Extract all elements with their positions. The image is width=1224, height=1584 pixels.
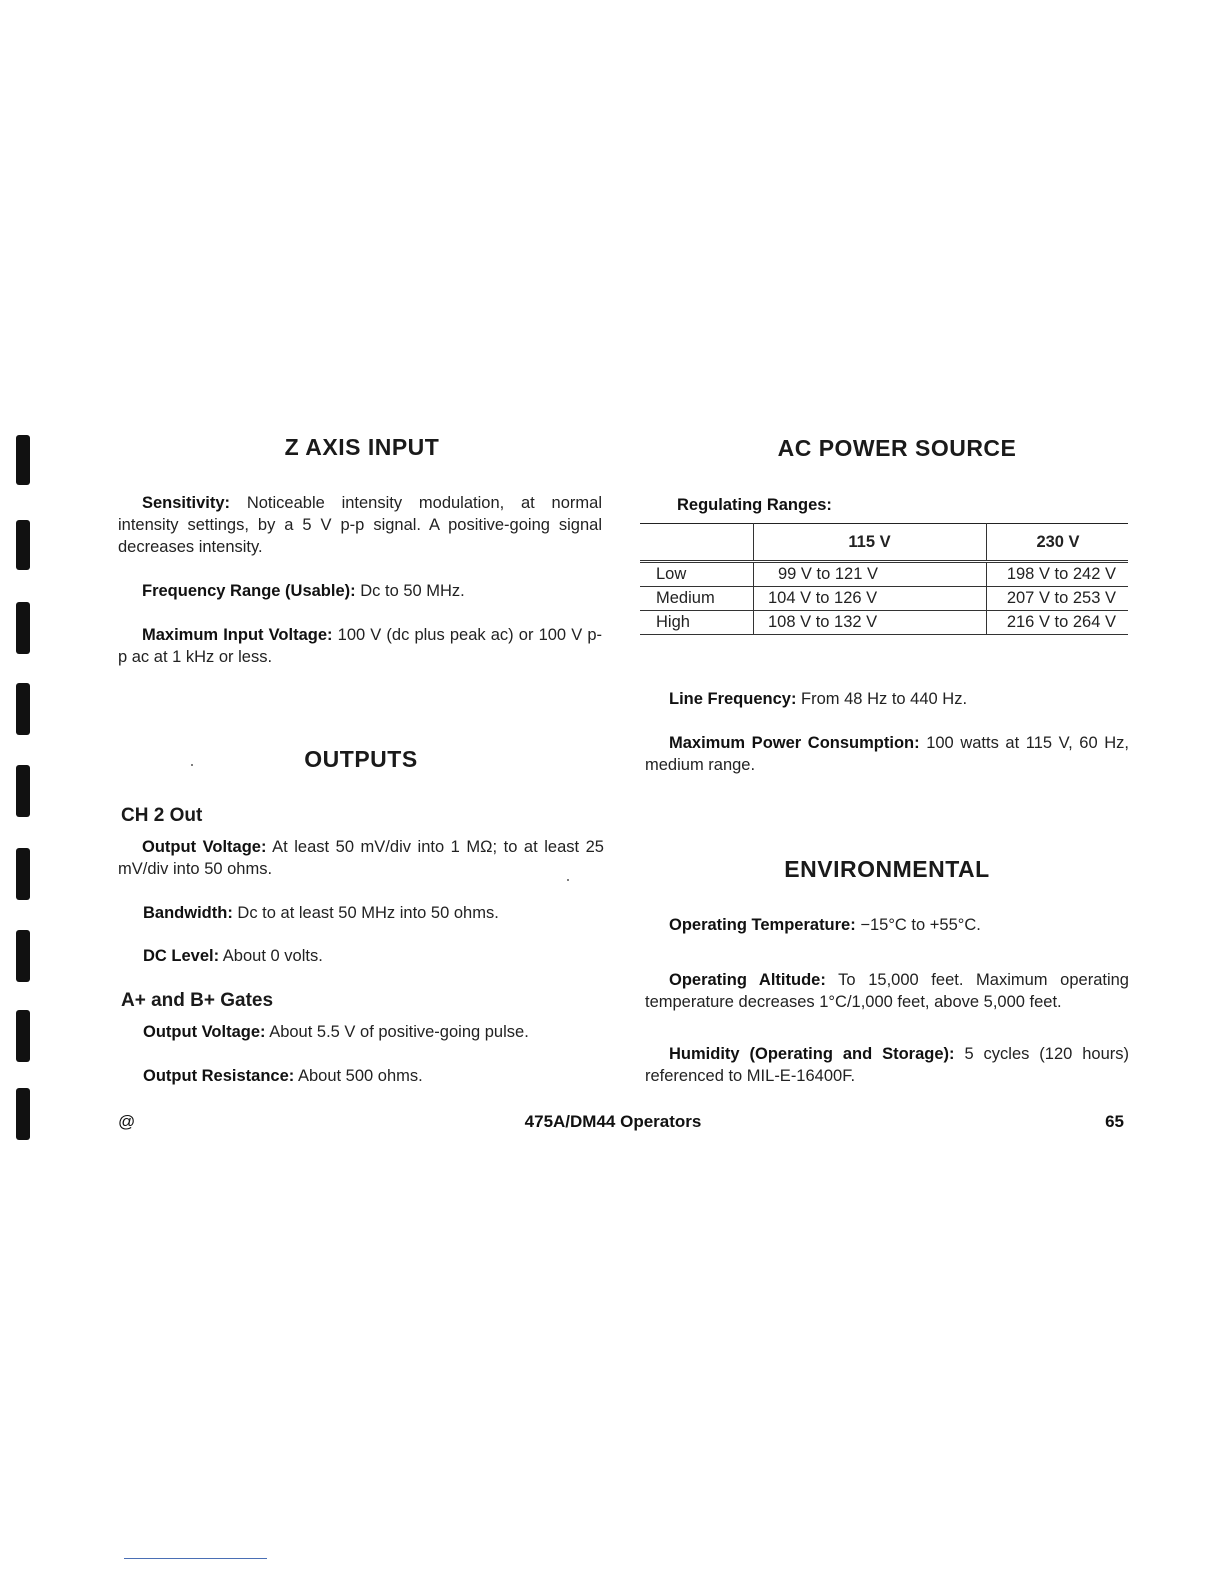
ch2-output-voltage-paragraph bbox=[118, 836, 604, 880]
output-resistance-text: About 500 ohms. bbox=[297, 1067, 423, 1085]
table-cell: 99 V to 121 V bbox=[754, 562, 987, 587]
gates-title: A+ and B+ Gates bbox=[121, 990, 274, 1011]
z-axis-title: Z AXIS INPUT bbox=[284, 434, 440, 460]
table-cell: 198 V to 242 V bbox=[987, 562, 1129, 587]
operating-altitude-paragraph bbox=[645, 969, 1129, 1013]
max-power-paragraph bbox=[645, 732, 1129, 776]
binding-mark bbox=[16, 602, 30, 654]
table-row bbox=[640, 611, 1128, 635]
binding-mark bbox=[16, 1088, 30, 1140]
humidity-label: Humidity (Operating and Storage): bbox=[669, 1045, 955, 1063]
max-input-voltage-text: 100 V (dc plus peak ac) or 100 V p-p ac at 1 kHz or less. bbox=[118, 626, 603, 666]
line-frequency-paragraph bbox=[645, 688, 1129, 710]
bandwidth-text: Dc to at least 50 MHz into 50 ohms. bbox=[237, 904, 499, 922]
operating-temperature-label: Operating Temperature: bbox=[669, 916, 856, 934]
binding-mark bbox=[16, 435, 30, 485]
regulating-ranges-table bbox=[640, 523, 1128, 635]
gates-output-voltage-paragraph bbox=[119, 1021, 603, 1043]
max-input-voltage-paragraph bbox=[118, 624, 602, 668]
operating-altitude-label: Operating Altitude: bbox=[669, 971, 826, 989]
operating-altitude-text: To 15,000 feet. Maximum operating temperature decreases 1°C/1,000 feet, above 5,000 feet. bbox=[645, 971, 1129, 1011]
line-frequency-label: Line Frequency: bbox=[669, 690, 797, 708]
ch2-out-title: CH 2 Out bbox=[121, 805, 203, 826]
humidity-text: 5 cycles (120 hours) referenced to MIL-E-16400F. bbox=[645, 1045, 1129, 1085]
binding-mark bbox=[16, 930, 30, 982]
outputs-title: OUTPUTS bbox=[304, 746, 418, 772]
operating-temperature-text: −15°C to +55°C. bbox=[860, 916, 981, 934]
scan-speck bbox=[191, 764, 193, 766]
output-resistance-paragraph bbox=[119, 1065, 603, 1087]
table-cell: 207 V to 253 V bbox=[987, 587, 1129, 611]
table-cell: 108 V to 132 V bbox=[754, 611, 987, 635]
gates-output-voltage-text: About 5.5 V of positive-going pulse. bbox=[269, 1023, 529, 1041]
max-input-voltage-label: Maximum Input Voltage: bbox=[142, 626, 333, 644]
sensitivity-text: Noticeable intensity modulation, at normal intensity settings, by a 5 V p-p signal. A positive-going signal decreases intensity. bbox=[118, 494, 602, 556]
table-cell: 104 V to 126 V bbox=[754, 587, 987, 611]
table-cell: Low bbox=[640, 562, 754, 587]
table-row bbox=[640, 562, 1128, 587]
table-header-cell bbox=[640, 524, 754, 562]
binding-mark bbox=[16, 1010, 30, 1062]
sensitivity-label: Sensitivity: bbox=[142, 494, 231, 512]
table-cell: High bbox=[640, 611, 754, 635]
scan-speck bbox=[567, 879, 569, 881]
binding-mark bbox=[16, 520, 30, 570]
binding-mark bbox=[16, 848, 30, 900]
page-number: 65 bbox=[1105, 1112, 1124, 1131]
binding-mark bbox=[16, 765, 30, 817]
binding-mark bbox=[16, 683, 30, 735]
humidity-paragraph bbox=[645, 1043, 1129, 1087]
table-row bbox=[640, 587, 1128, 611]
bandwidth-paragraph bbox=[119, 902, 603, 924]
gates-output-voltage-label: Output Voltage: bbox=[143, 1023, 266, 1041]
environmental-title: ENVIRONMENTAL bbox=[784, 856, 990, 882]
ac-power-title: AC POWER SOURCE bbox=[777, 435, 1017, 461]
dc-level-label: DC Level: bbox=[143, 947, 220, 965]
table-header-cell: 230 V bbox=[987, 524, 1129, 562]
table-cell: Medium bbox=[640, 587, 754, 611]
ch2-output-voltage-label: Output Voltage: bbox=[142, 838, 267, 856]
table-cell: 216 V to 264 V bbox=[987, 611, 1129, 635]
output-resistance-label: Output Resistance: bbox=[143, 1067, 295, 1085]
regulating-ranges-label: Regulating Ranges: bbox=[677, 496, 832, 514]
line-frequency-text: From 48 Hz to 440 Hz. bbox=[801, 690, 968, 708]
scan-line bbox=[124, 1558, 267, 1559]
max-power-label: Maximum Power Consumption: bbox=[669, 734, 920, 752]
frequency-range-label: Frequency Range (Usable): bbox=[142, 582, 356, 600]
sensitivity-paragraph bbox=[118, 492, 602, 558]
frequency-range-paragraph bbox=[118, 580, 602, 602]
ch2-output-voltage-text: At least 50 mV/div into 1 MΩ; to at least 25 mV/div into 50 ohms. bbox=[118, 838, 604, 878]
footer-symbol: @ bbox=[118, 1112, 136, 1131]
table-header-cell: 115 V bbox=[754, 524, 987, 562]
bandwidth-label: Bandwidth: bbox=[143, 904, 233, 922]
dc-level-paragraph bbox=[119, 945, 603, 967]
max-power-text: 100 watts at 115 V, 60 Hz, medium range. bbox=[645, 734, 1129, 774]
table-header-row bbox=[640, 524, 1128, 562]
dc-level-text: About 0 volts. bbox=[222, 947, 323, 965]
frequency-range-text: Dc to 50 MHz. bbox=[360, 582, 465, 600]
footer-manual-title: 475A/DM44 Operators bbox=[524, 1112, 702, 1131]
operating-temperature-paragraph bbox=[645, 914, 1129, 936]
